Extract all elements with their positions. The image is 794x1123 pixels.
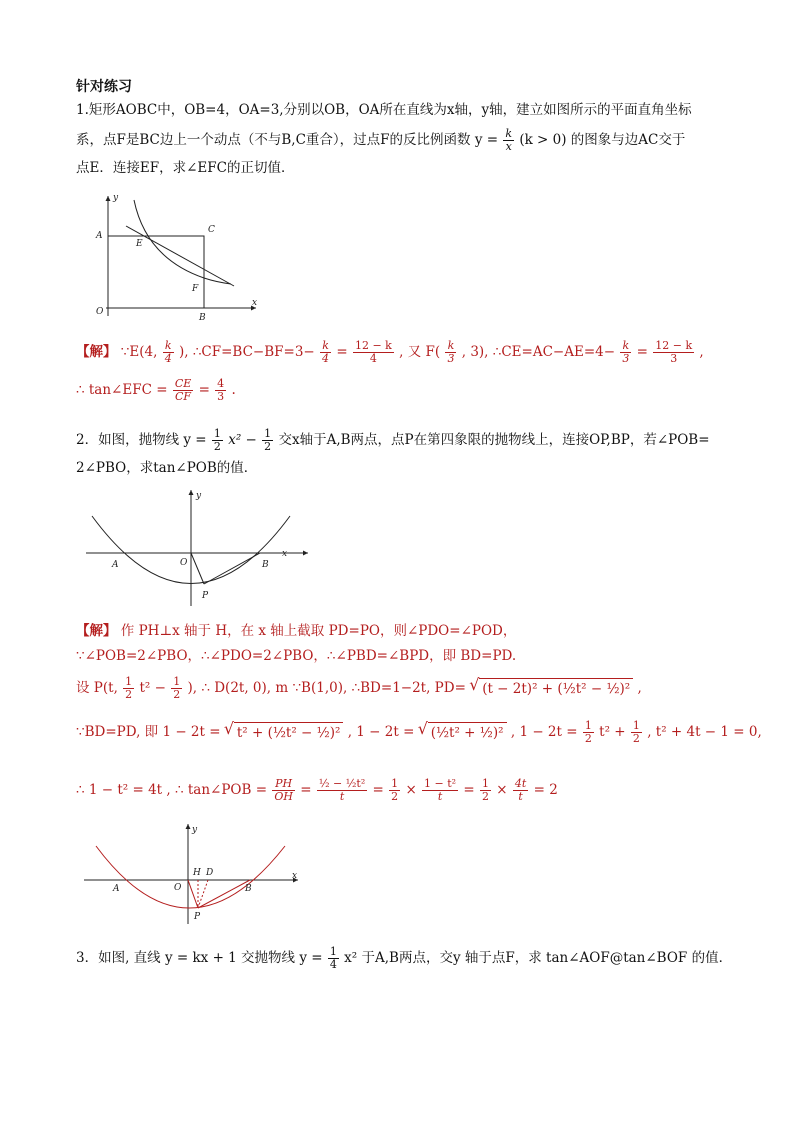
p2-label-o: O (180, 558, 188, 568)
p2-s3-half1: $\frac{1}{2}$ (125, 675, 133, 701)
p2s-label-p: P (194, 912, 201, 922)
p1-label-y: y (113, 193, 119, 203)
p2-solution-line4 (76, 720, 762, 745)
p2-s4-half1: $\frac{1}{2}$ (584, 719, 592, 745)
p1-sol-k3b: $\frac{k}{3}$ (622, 339, 630, 365)
p2s-segment-bp (198, 880, 250, 908)
p2-s3-half2: $\frac{1}{2}$ (173, 675, 181, 701)
p2-solution-line1 (76, 621, 516, 641)
p1-figure (86, 188, 266, 323)
p1-sol-text-f: = (636, 344, 648, 360)
p1-four-thirds: $\frac{4}{3}$ (217, 377, 225, 403)
p1-sol-text-c: = (336, 344, 348, 360)
p2-label-p: P (202, 591, 209, 601)
p1-y-arrow (106, 196, 111, 201)
p2-s4-b: , 1 − 2t = (347, 724, 415, 740)
p2-solution-line3 (76, 676, 642, 701)
p2-line2: 2∠PBO，求tan∠POB的值． (76, 460, 258, 476)
p2-s4-d: t² + (599, 724, 626, 740)
p2-s5-g: = 2 (533, 782, 558, 798)
p2-sol-text1: 作 PH⊥x 轴于 H，在 x 轴上截取 PD=PO，则∠PDO=∠POD， (120, 623, 517, 639)
p2-s3-c: ), ∴ D(2t, 0), m ∵B(1,0), ∴BD=1−2t, PD= (187, 680, 466, 696)
p2-s3-b: t² − (139, 680, 166, 696)
p2s-segment-op (188, 880, 198, 908)
p1-sol-k3: $\frac{k}{3}$ (447, 339, 455, 365)
section-title: 针对练习 (76, 79, 132, 95)
p1-tan-text: ∴ tan∠EFC = (76, 382, 168, 398)
p1-sol-text-g: , (699, 344, 704, 360)
p2-s3-a: 设 P(t, (76, 680, 118, 696)
p2-label-y: y (196, 491, 202, 501)
p2-s4-a: ∵BD=PD, 即 1 − 2t = (76, 724, 221, 740)
p1-line1: 1.矩形AOBC中，OB=4，OA=3,分别以OB，OA所在直线为x轴，y轴，建立如图所示的平面直角坐标 (76, 102, 692, 118)
p2-s5-c: = (372, 782, 384, 798)
p1-label-c: C (208, 225, 215, 235)
p1-sol-text-d: , 又 F( (399, 344, 441, 360)
p1-label-x: x (252, 298, 258, 308)
p1-sol-12k3: $\frac{12 - k}{3}$ (655, 339, 693, 365)
p1-line2-text-a: 系，点F是BC边上一个动点（不与B,C重合），过点F的反比例函数 y = (76, 132, 499, 148)
p1-sol-text: ∵E(4, (120, 344, 158, 360)
p2-y-arrow (189, 490, 194, 495)
p1-hyperbola (134, 200, 231, 284)
p2-s4-root2: √ (½t² + ½)² (428, 722, 507, 743)
p1-sol-k4: $\frac{k}{4}$ (164, 339, 172, 365)
p2-s4-c: , 1 − 2t = (510, 724, 578, 740)
p2s-label-h: H (193, 868, 201, 878)
p2s-label-y: y (192, 825, 198, 835)
p2-s4-e: , t² + 4t − 1 = 0, (647, 724, 762, 740)
p2-figure-solution (80, 820, 310, 925)
p2-label-x: x (282, 549, 288, 559)
p1-sol-k4b: $\frac{k}{4}$ (322, 339, 330, 365)
p2-label-b: B (262, 560, 269, 570)
p2s-y-arrow (186, 824, 191, 829)
p2s-parabola (96, 846, 285, 908)
p1-sol-tag: 【解】 (76, 344, 117, 360)
p2-s4-half2: $\frac{1}{2}$ (632, 719, 640, 745)
p2-s5-big: $\frac{\text{½ − ½t²}}{t}$ (318, 777, 366, 803)
p2-line1 (76, 428, 710, 453)
p2s-label-x: x (292, 871, 298, 881)
p1-k-over-x: $\frac{k}{x}$ (505, 127, 513, 153)
p2-x-arrow (303, 551, 308, 556)
p2-label-a: A (112, 560, 119, 570)
p2-segment-op (191, 553, 204, 584)
p2s-label-b: B (245, 884, 252, 894)
p2-half-b: $\frac{1}{2}$ (264, 427, 272, 453)
p3-line1-a: 3．如图, 直线 y = kx + 1 交抛物线 y = (76, 950, 323, 966)
p1-equals: = (198, 382, 210, 398)
p1-period: . (231, 382, 236, 398)
p3-line1 (76, 946, 732, 971)
p2-line1-b: x² − (228, 432, 257, 448)
p2-s5-f: × (496, 782, 508, 798)
p2s-label-a: A (113, 884, 120, 894)
p2-s5-half1: $\frac{1}{2}$ (391, 777, 399, 803)
p2-s3-d: , (637, 680, 642, 696)
p2-s5-b: = (300, 782, 312, 798)
p1-sol-text-b: ), ∴CF=BC−BF=3− (178, 344, 315, 360)
p1-solution-line1 (76, 340, 704, 365)
p2-s5-f3: $\frac{4t}{t}$ (514, 777, 527, 803)
p2-s5-a: ∴ 1 − t² = 4t , ∴ tan∠POB = (76, 782, 268, 798)
p2-s5-e: = (463, 782, 475, 798)
p2-s5-ph-oh: $\frac{PH}{OH}$ (274, 777, 293, 803)
p2-s4-root1: √ t² + (½t² − ½)² (234, 722, 344, 743)
p1-solution-line2 (76, 378, 236, 403)
p2s-label-d: D (206, 868, 214, 878)
p1-sol-12k4: $\frac{12 - k}{4}$ (354, 339, 392, 365)
p3-line1-b: x² 于A,B两点，交y 轴于点F，求 tan∠AOF@tan∠BOF 的值． (344, 950, 733, 966)
p1-label-o: O (96, 307, 104, 317)
p2-half-a: $\frac{1}{2}$ (213, 427, 221, 453)
p2-line1-c: 交x轴于A,B两点，点P在第四象限的抛物线上，连接OP,BP，若∠POB= (278, 432, 710, 448)
p1-line3: 点E．连接EF，求∠EFC的正切值． (76, 160, 295, 176)
p2-s3-root: √ (t − 2t)² + (½t² − ½)² (479, 678, 633, 699)
p1-sol-text-e: , 3), ∴CE=AC−AE=4− (461, 344, 616, 360)
p2-sol-tag: 【解】 (76, 623, 117, 639)
p2-s5-d: × (405, 782, 417, 798)
p2-figure (80, 486, 320, 608)
p2s-label-o: O (174, 883, 182, 893)
p1-label-e: E (136, 239, 143, 249)
p1-label-a: A (96, 231, 103, 241)
p1-line-ef (126, 226, 234, 286)
p1-label-b: B (199, 313, 206, 323)
p3-quarter: $\frac{1}{4}$ (329, 945, 337, 971)
p2-segment-bp (204, 553, 260, 584)
p1-ce-cf: $\frac{CE}{CF}$ (174, 377, 192, 403)
p2-solution-line5 (76, 778, 558, 803)
p2-s5-half2: $\frac{1}{2}$ (482, 777, 489, 803)
p1-label-f: F (192, 284, 199, 294)
p1-line2-text-b: (k > 0) 的图象与边AC交于 (519, 132, 686, 148)
p2-solution-line2: ∵∠POB=2∠PBO，∴∠PDO=2∠PBO，∴∠PBD=∠BPD，即 BD=PD. (76, 648, 517, 664)
p2-s5-f2: $\frac{\text{1 − t²}}{t}$ (424, 777, 457, 803)
p1-line2 (76, 128, 685, 153)
p2-line1-a: 2．如图，抛物线 y = (76, 432, 207, 448)
